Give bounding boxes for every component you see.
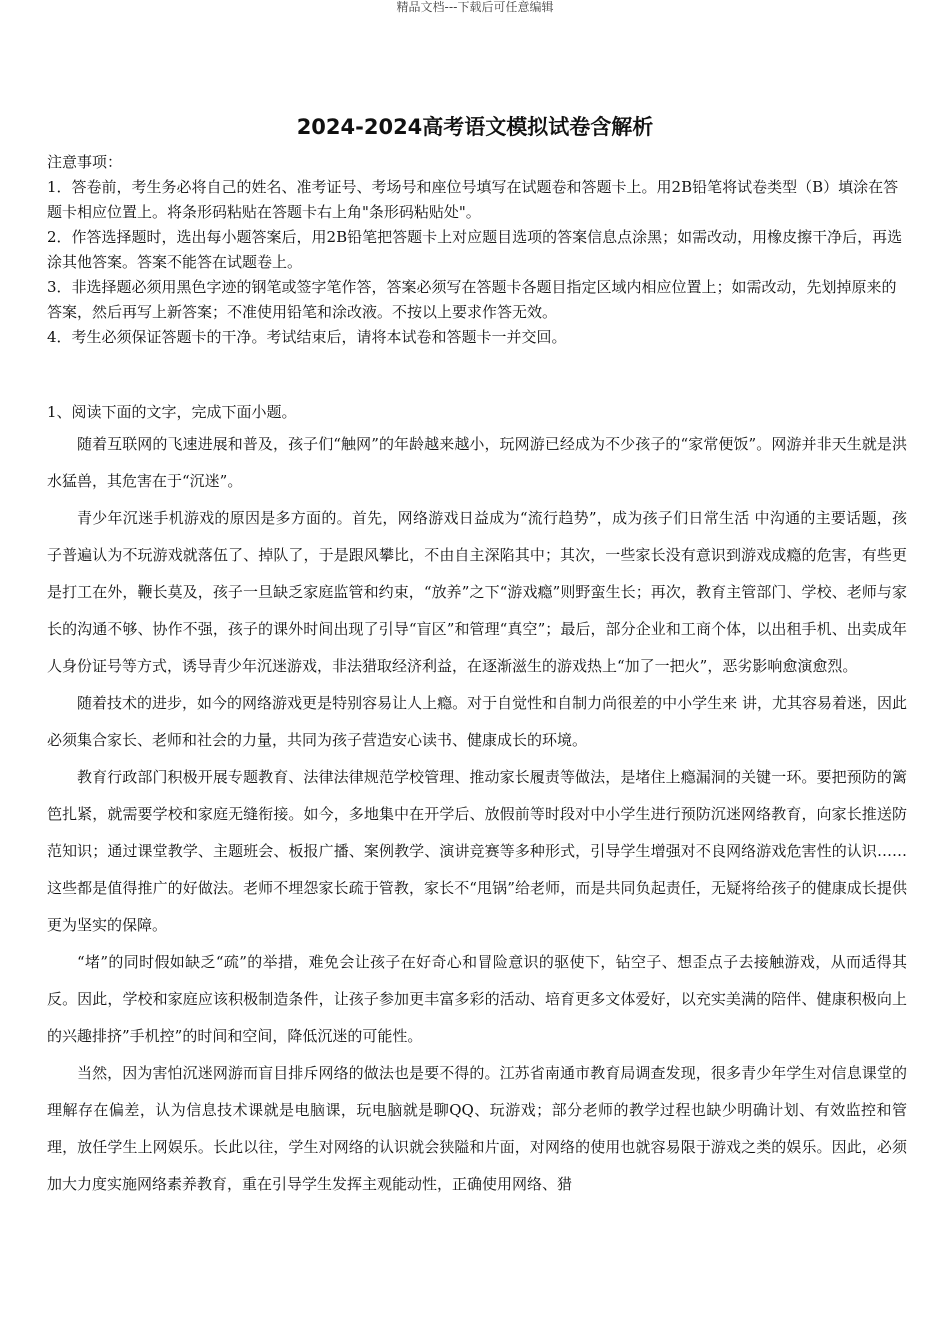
question-section (47, 400, 907, 1203)
notice-item-1: 1．答卷前，考生务必将自己的姓名、准考证号、考场号和座位号填写在试题卷和答题卡上。用2B铅笔将试卷类型（B）填涂在答题卡相应位置上。将条形码粘贴在答题卡右上角"条形码粘贴处"。 (47, 178, 899, 221)
passage-paragraph-2: 青少年沉迷手机游戏的原因是多方面的。首先，网络游戏日益成为“流行趋势”，成为孩子们日常生活 中沟通的主要话题，孩子普遍认为不玩游戏就落伍了、掉队了，于是跟风攀比，不由自主深陷其中；其次，一些家长没有意识到游戏成瘾的危害，有些更是打工在外，鞭长莫及，孩子一旦缺乏家庭监管和约束，“放养”之下“游戏瘾”则野蛮生长；再次，教育主管部门、学校、老师与家长的沟通不够、协作不强，孩子的课外时间出现了引导“盲区”和管理“真空”；最后，部分企业和工商个体，以出租手机、出卖成年人身份证号等方式，诱导青少年沉迷游戏，非法猎取经济利益，在逐渐滋生的游戏热上“加了一把火”，恶劣影响愈演愈烈。 (47, 509, 907, 675)
question-heading: 1、阅读下面的文字，完成下面小题。 (47, 403, 297, 421)
passage-paragraph-3: 随着技术的进步，如今的网络游戏更是特别容易让人上瘾。对于自觉性和自制力尚很差的中小学生来 讲，尤其容易着迷，因此必须集合家长、老师和社会的力量，共同为孩子营造安心读书、健康成长的环境。 (47, 694, 907, 749)
passage-paragraph-6: 当然，因为害怕沉迷网游而盲目排斥网络的做法也是要不得的。江苏省南通市教育局调查发现，很多青少年学生对信息课堂的理解存在偏差，认为信息技术课就是电脑课，玩电脑就是聊QQ、玩游戏；部分老师的教学过程也缺少明确计划、有效监控和管理，放任学生上网娱乐。长此以往，学生对网络的认识就会狭隘和片面，对网络的使用也就容易限于游戏之类的娱乐。因此，必须加大力度实施网络素养教育，重在引导学生发挥主观能动性，正确使用网络、猎 (47, 1064, 907, 1193)
reading-passage (47, 426, 907, 1203)
notice-item-2: 2．作答选择题时，选出每小题答案后，用2B铅笔把答题卡上对应题目选项的答案信息点涂黑；如需改动，用橡皮擦干净后，再选涂其他答案。答案不能答在试题卷上。 (47, 228, 903, 271)
passage-paragraph-4: 教育行政部门积极开展专题教育、法律法律规范学校管理、推动家长履责等做法，是堵住上瘾漏洞的关键一环。要把预防的篱笆扎紧，就需要学校和家庭无缝衔接。如今，多地集中在开学后、放假前等时段对中小学生进行预防沉迷网络教育，向家长推送防范知识；通过课堂教学、主题班会、板报广播、案例教学、演讲竞赛等多种形式，引导学生增强对不良网络游戏危害性的认识……这些都是值得推广的好做法。老师不埋怨家长疏于管教，家长不“甩锅”给老师，而是共同负起责任，无疑将给孩子的健康成长提供更为坚实的保障。 (47, 768, 907, 934)
notice-heading: 注意事项： (47, 153, 123, 171)
notice-section (47, 150, 907, 350)
notice-item-3: 3．非选择题必须用黑色字迹的钢笔或签字笔作答，答案必须写在答题卡各题目指定区域内相应位置上；如需改动，先划掉原来的答案，然后再写上新答案；不准使用铅笔和涂改液。不按以上要求作答无效。 (47, 278, 897, 321)
passage-paragraph-1: 随着互联网的飞速进展和普及，孩子们“触网”的年龄越来越小，玩网游已经成为不少孩子的“家常便饭”。网游并非天生就是洪水猛兽，其危害在于“沉迷”。 (47, 435, 907, 490)
page-header-note: 精品文档---下载后可任意编辑 (396, 0, 554, 14)
notice-item-4: 4．考生必须保证答题卡的干净。考试结束后，请将本试卷和答题卡一并交回。 (47, 328, 567, 346)
passage-paragraph-5: “堵”的同时假如缺乏“疏”的举措，难免会让孩子在好奇心和冒险意识的驱使下，钻空子、想歪点子去接触游戏，从而适得其反。因此，学校和家庭应该积极制造条件，让孩子参加更丰富多彩的活动、培育更多文体爱好，以充实美满的陪伴、健康积极向上的兴趣排挤”手机控”的时间和空间，降低沉迷的可能性。 (47, 953, 907, 1045)
document-title: 2024-2024高考语文模拟试卷含解析 (296, 115, 654, 139)
